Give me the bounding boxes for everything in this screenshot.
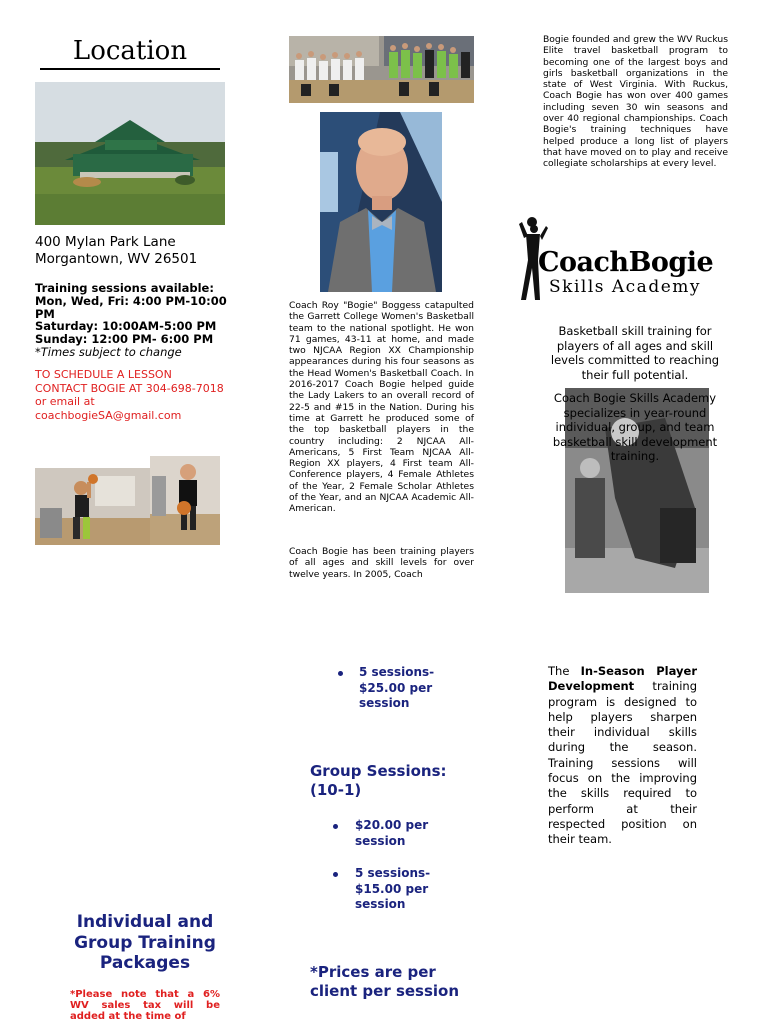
in-season-lead: The [548,664,581,678]
location-title: Location [72,36,188,66]
facility-photo [35,82,225,225]
group-sessions-title: Group Sessions: (10-1) [310,762,447,799]
address-line2: Morgantown, WV 26501 [35,251,198,267]
bio-paragraph-1: Coach Roy "Bogie" Boggess catapulted the Garrett College Women's Basketball team to the national spotlight. He won 71 games, 43-11 at home, and made two NJCAA Region XX Championship appearances during his four seasons as the Head Women's Basketball Coach. In 2016-2017 Coach Bogie helped guide the Lady Lakers to an overall record of 22-5 and #15 in the Nation. During his time at Garrett he produced some of the top basketball players in the country including: 2 NJCAA All-Americans, 5 First Team NJCAA All-Region XX players, 4 First team All-Conference players, 4 Female Athletes of the Year, 2 Female Scholar Athletes of the Year, and an NJCAA Academic All-American. [289,300,474,515]
sunday-hours: Sunday: 12:00 PM- 6:00 PM [35,332,214,347]
in-season-text: training program is designed to help players sharpen their individual skills during the season. Training sessions will focus on the improving the skills required to perform at their respected position on their team. [548,679,697,847]
contact-line3: or email at [35,395,95,408]
bullet-icon [338,671,343,676]
academy-specialization: Coach Bogie Skills Academy specializes in year-round individual, group, and team basketball skill development training. [552,391,718,464]
contact-info [35,368,235,422]
academy-tagline: Basketball skill training for players of all ages and skill levels committed to reaching their full potential. [550,324,720,382]
logo-sub-text: Skills Academy [549,277,701,297]
bio-paragraph-2: Coach Bogie has been training players of all ages and skill levels for over twelve years. In 2005, Coach [289,546,474,580]
individual-package-5-sessions: 5 sessions- $25.00 per session [359,665,435,710]
title-divider [40,68,220,70]
group-package-per-session: $20.00 per session [355,818,429,848]
group-package-5-sessions: 5 sessions- $15.00 per session [355,866,431,911]
bio-paragraph-3: Bogie founded and grew the WV Ruckus Elite travel basketball program to becoming one of the largest boys and girls basketball organizations in the state of West Virginia. With Ruckus, Coach Bogie has won over 400 games including seven 30 win seasons and over 40 regional championships. Coach Bogie's training techniques have helped produce a long list of players that have moved on to play and receive collegiate scholarships at every level. [543,34,728,170]
prices-note: *Prices are per client per session [310,963,460,1000]
bullet-icon [333,872,338,877]
contact-email-link[interactable]: coachbogieSA@gmail.com [35,408,182,422]
sessions-heading: Training sessions available: [35,281,214,295]
weekday-hours: Mon, Wed, Fri: 4:00 PM-10:00 PM [35,293,227,321]
youth-shooting-photo [35,468,150,545]
youth-dribbling-photo [150,456,220,545]
coach-portrait-photo [320,112,442,292]
team-photo [289,36,474,103]
contact-line1: TO SCHEDULE A LESSON [35,368,172,381]
saturday-hours: Saturday: 10:00AM-5:00 PM [35,319,217,334]
training-hours [35,282,235,359]
packages-title: Individual and Group Training Packages [74,912,216,973]
logo-main-text: CoachBogie [538,247,714,278]
address [35,234,235,268]
bullet-icon [333,824,338,829]
hours-note: *Times subject to change [35,344,182,359]
in-season-program-description [548,664,697,848]
in-season-program-name: In-Season Player Development [548,664,697,694]
contact-phone[interactable]: CONTACT BOGIE AT 304-698-7018 [35,381,224,395]
sales-tax-note: *Please note that a 6% WV sales tax will be added at the time of [70,989,220,1022]
address-line1: 400 Mylan Park Lane [35,234,176,250]
